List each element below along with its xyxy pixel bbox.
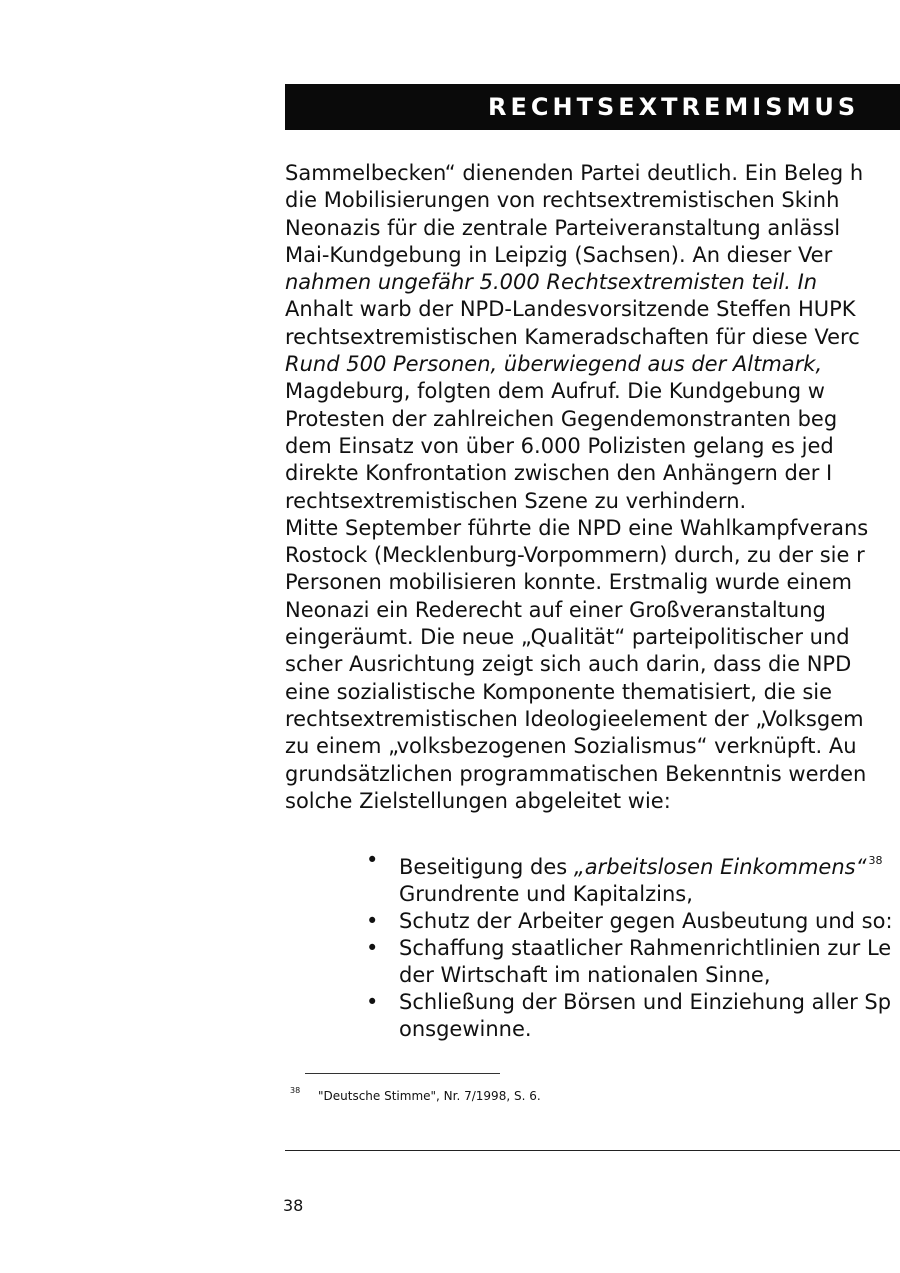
bullet-marker: • <box>366 936 379 960</box>
list-item-line: Grundrente und Kapitalzins, <box>399 882 693 906</box>
body-line: rechtsextremistischen Ideologieelement der „Volksgem <box>285 706 864 731</box>
body-line: Protesten der zahlreichen Gegendemonstranten beg <box>285 406 838 431</box>
body-paragraphs <box>285 160 900 815</box>
list-item <box>366 847 900 908</box>
body-line: rechtsextremistischen Szene zu verhindern. <box>285 488 747 513</box>
body-line: eine sozialistische Komponente thematisiert, die sie <box>285 679 833 704</box>
body-line: solche Zielstellungen abgeleitet wie: <box>285 788 671 813</box>
body-line: Mitte September führte die NPD eine Wahlkampfverans <box>285 515 869 540</box>
list-item-text: Beseitigung des <box>399 855 574 879</box>
body-line: direkte Konfrontation zwischen den Anhängern der I <box>285 461 833 486</box>
body-line: nahmen ungefähr 5.000 Rechtsextremisten teil. In <box>285 270 818 295</box>
body-line: Anhalt warb der NPD-Landesvorsitzende Steffen HUPK <box>285 297 856 322</box>
list-item-line: Schließung der Börsen und Einziehung aller Sp <box>399 990 892 1014</box>
list-item <box>366 908 900 935</box>
list-item-line: onsgewinne. <box>399 1017 532 1041</box>
list-item-line: Schaffung staatlicher Rahmenrichtlinien zur Le <box>399 936 892 960</box>
footnote-reference[interactable]: 38 <box>868 854 883 867</box>
body-line: scher Ausrichtung zeigt sich auch darin, dass die NPD <box>285 652 852 677</box>
body-line: grundsätzlichen programmatischen Bekenntnis werden <box>285 761 867 786</box>
body-line: die Mobilisierungen von rechtsextremistischen Skinh <box>285 188 840 213</box>
list-item-line: der Wirtschaft im nationalen Sinne, <box>399 963 771 987</box>
body-line: Magdeburg, folgten dem Aufruf. Die Kundgebung w <box>285 379 825 404</box>
list-item <box>366 989 900 1043</box>
list-item-line <box>399 847 900 881</box>
body-line: Neonazis für die zentrale Parteiveranstaltung anlässl <box>285 215 841 240</box>
page-footer-divider <box>285 1150 900 1151</box>
bullet-marker: • <box>366 909 379 933</box>
footnote-text: "Deutsche Stimme", Nr. 7/1998, S. 6. <box>318 1089 541 1103</box>
bullet-marker: • <box>366 848 379 872</box>
section-title: RECHTSEXTREMISMUS <box>488 93 860 121</box>
body-line: zu einem „volksbezogenen Sozialismus“ verknüpft. Au <box>285 734 857 759</box>
body-line: Personen mobilisieren konnte. Erstmalig wurde einem <box>285 570 852 595</box>
body-line: Mai-Kundgebung in Leipzig (Sachsen). An dieser Ver <box>285 242 833 267</box>
bullet-marker: • <box>366 990 379 1014</box>
body-line: Sammelbecken“ dienenden Partei deutlich. Ein Beleg h <box>285 161 864 185</box>
footnote-divider <box>305 1073 500 1074</box>
body-line: Neonazi ein Rederecht auf einer Großveranstaltung <box>285 597 826 622</box>
list-item <box>366 935 900 989</box>
list-item-emphasis: „arbeitslosen Einkommens“ <box>573 855 867 879</box>
body-line: rechtsextremistischen Kameradschaften für diese Verc <box>285 324 860 349</box>
footnote-number: 38 <box>290 1086 301 1095</box>
body-line: dem Einsatz von über 6.000 Polizisten gelang es jed <box>285 433 834 458</box>
bullet-list <box>366 847 900 1043</box>
body-line: Rostock (Mecklenburg-Vorpommern) durch, zu der sie r <box>285 543 865 568</box>
body-line: Rund 500 Personen, überwiegend aus der Altmark, <box>285 352 823 377</box>
body-line: eingeräumt. Die neue „Qualität“ parteipolitischer und <box>285 625 850 650</box>
page-number: 38 <box>283 1196 304 1215</box>
list-item-line: Schutz der Arbeiter gegen Ausbeutung und so: <box>399 909 893 933</box>
